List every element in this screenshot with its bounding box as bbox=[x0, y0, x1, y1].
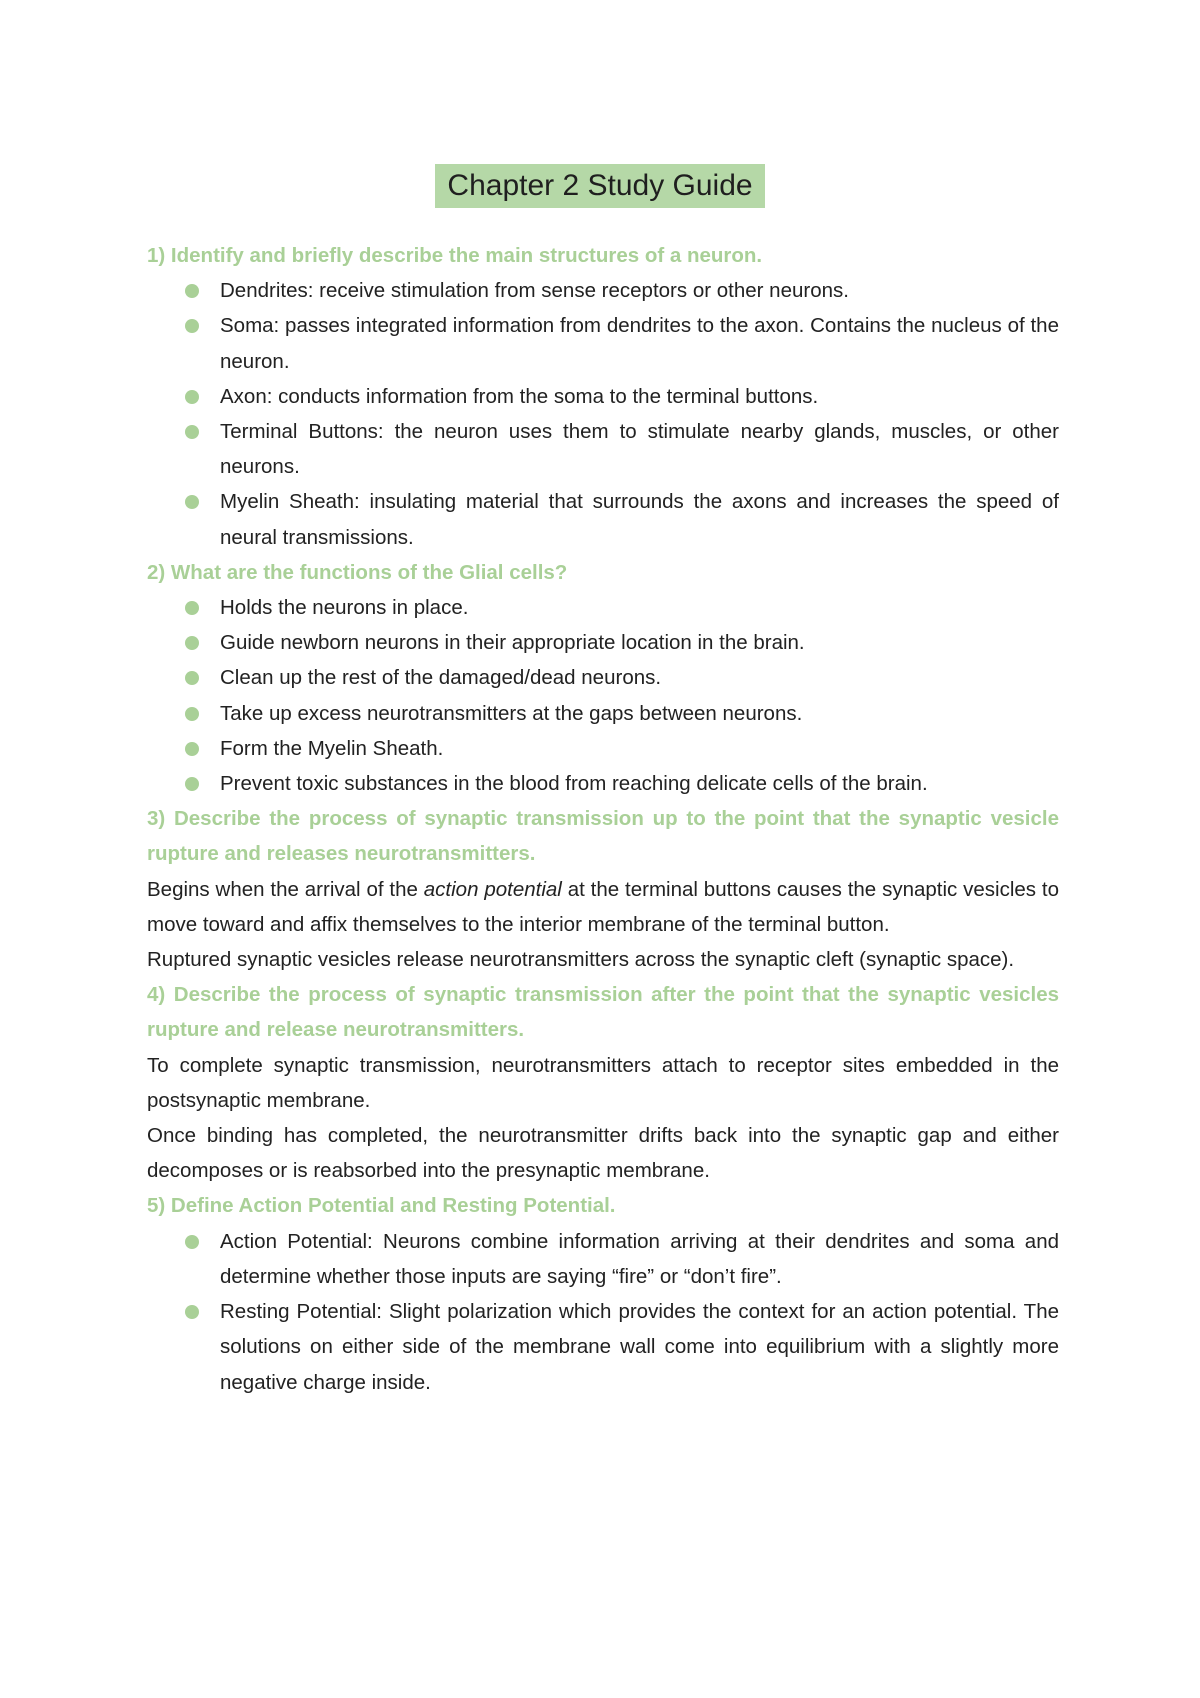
list-item-text: Action Potential: Neurons combine information arriving at their dendrites and soma and determine whether those inputs are saying “fire” or “don’t fire”. bbox=[220, 1229, 1059, 1288]
list-item bbox=[147, 379, 1059, 414]
list-item-text: Clean up the rest of the damaged/dead neurons. bbox=[220, 666, 662, 690]
list-item-text: Holds the neurons in place. bbox=[220, 596, 469, 620]
bullet-icon bbox=[185, 1235, 199, 1249]
list-item-text: Take up excess neurotransmitters at the gaps between neurons. bbox=[220, 701, 803, 725]
bullet-icon bbox=[185, 495, 199, 509]
list-item-text: Myelin Sheath: insulating material that surrounds the axons and increases the speed of neural transmissions. bbox=[220, 490, 1059, 549]
list-item bbox=[147, 696, 1059, 731]
bullet-icon bbox=[185, 742, 199, 756]
answer-3-paragraph-1 bbox=[147, 872, 1059, 942]
neuron-structures-list bbox=[147, 273, 1059, 555]
list-item-text: Prevent toxic substances in the blood from reaching delicate cells of the brain. bbox=[220, 772, 928, 796]
title-wrapper bbox=[0, 144, 1200, 228]
bullet-icon bbox=[185, 390, 199, 404]
question-3: 3) Describe the process of synaptic transmission up to the point that the synaptic vesicle rupture and releases neurotransmitters. bbox=[147, 807, 1059, 866]
list-item bbox=[147, 484, 1059, 554]
question-4: 4) Describe the process of synaptic transmission after the point that the synaptic vesicles rupture and release neurotransmitters. bbox=[147, 983, 1059, 1042]
list-item bbox=[147, 1294, 1059, 1400]
potential-definitions-list bbox=[147, 1224, 1059, 1400]
bullet-icon bbox=[185, 707, 199, 721]
list-item-text: Guide newborn neurons in their appropriate location in the brain. bbox=[220, 631, 805, 655]
bullet-icon bbox=[185, 425, 199, 439]
list-item bbox=[147, 308, 1059, 378]
glial-functions-list bbox=[147, 590, 1059, 801]
answer-3-text-start: Begins when the arrival of the bbox=[147, 877, 424, 901]
list-item bbox=[147, 414, 1059, 484]
list-item-text: Dendrites: receive stimulation from sense receptors or other neurons. bbox=[220, 279, 849, 303]
list-item bbox=[147, 273, 1059, 308]
list-item-text: Terminal Buttons: the neuron uses them to stimulate nearby glands, muscles, or other neurons. bbox=[220, 420, 1059, 479]
list-item-text: Resting Potential: Slight polarization which provides the context for an action potential. The solutions on either side of the membrane wall come into equilibrium with a slightly more negative charge inside. bbox=[220, 1300, 1059, 1394]
page-title: Chapter 2 Study Guide bbox=[435, 164, 764, 208]
bullet-icon bbox=[185, 284, 199, 298]
list-item-text: Axon: conducts information from the soma to the terminal buttons. bbox=[220, 384, 819, 408]
bullet-icon bbox=[185, 777, 199, 791]
question-1: 1) Identify and briefly describe the main structures of a neuron. bbox=[147, 244, 763, 267]
list-item bbox=[147, 625, 1059, 660]
answer-4-paragraph-1: To complete synaptic transmission, neurotransmitters attach to receptor sites embedded in the postsynaptic membrane. bbox=[147, 1053, 1059, 1112]
answer-3-paragraph-2: Ruptured synaptic vesicles release neurotransmitters across the synaptic cleft (synaptic space). bbox=[147, 948, 1015, 972]
bullet-icon bbox=[185, 319, 199, 333]
bullet-icon bbox=[185, 671, 199, 685]
list-item-text: Form the Myelin Sheath. bbox=[220, 736, 444, 760]
list-item bbox=[147, 660, 1059, 695]
list-item bbox=[147, 1224, 1059, 1294]
bullet-icon bbox=[185, 601, 199, 615]
list-item bbox=[147, 590, 1059, 625]
question-2: 2) What are the functions of the Glial cells? bbox=[147, 560, 568, 584]
study-guide-content bbox=[147, 238, 1059, 1400]
bullet-icon bbox=[185, 636, 199, 650]
bullet-icon bbox=[185, 1305, 199, 1319]
list-item bbox=[147, 766, 1059, 801]
answer-4-paragraph-2: Once binding has completed, the neurotransmitter drifts back into the synaptic gap and either decomposes or is reabsorbed into the presynaptic membrane. bbox=[147, 1124, 1059, 1183]
action-potential-term: action potential bbox=[423, 877, 562, 901]
list-item bbox=[147, 731, 1059, 766]
list-item-text: Soma: passes integrated information from dendrites to the axon. Contains the nucleus of the neuron. bbox=[220, 314, 1059, 373]
answer-3-text-end: at the terminal buttons causes the synaptic vesicles to move toward and affix themselves to the interior membrane of the terminal button. bbox=[147, 877, 1059, 936]
question-5: 5) Define Action Potential and Resting Potential. bbox=[147, 1194, 616, 1218]
